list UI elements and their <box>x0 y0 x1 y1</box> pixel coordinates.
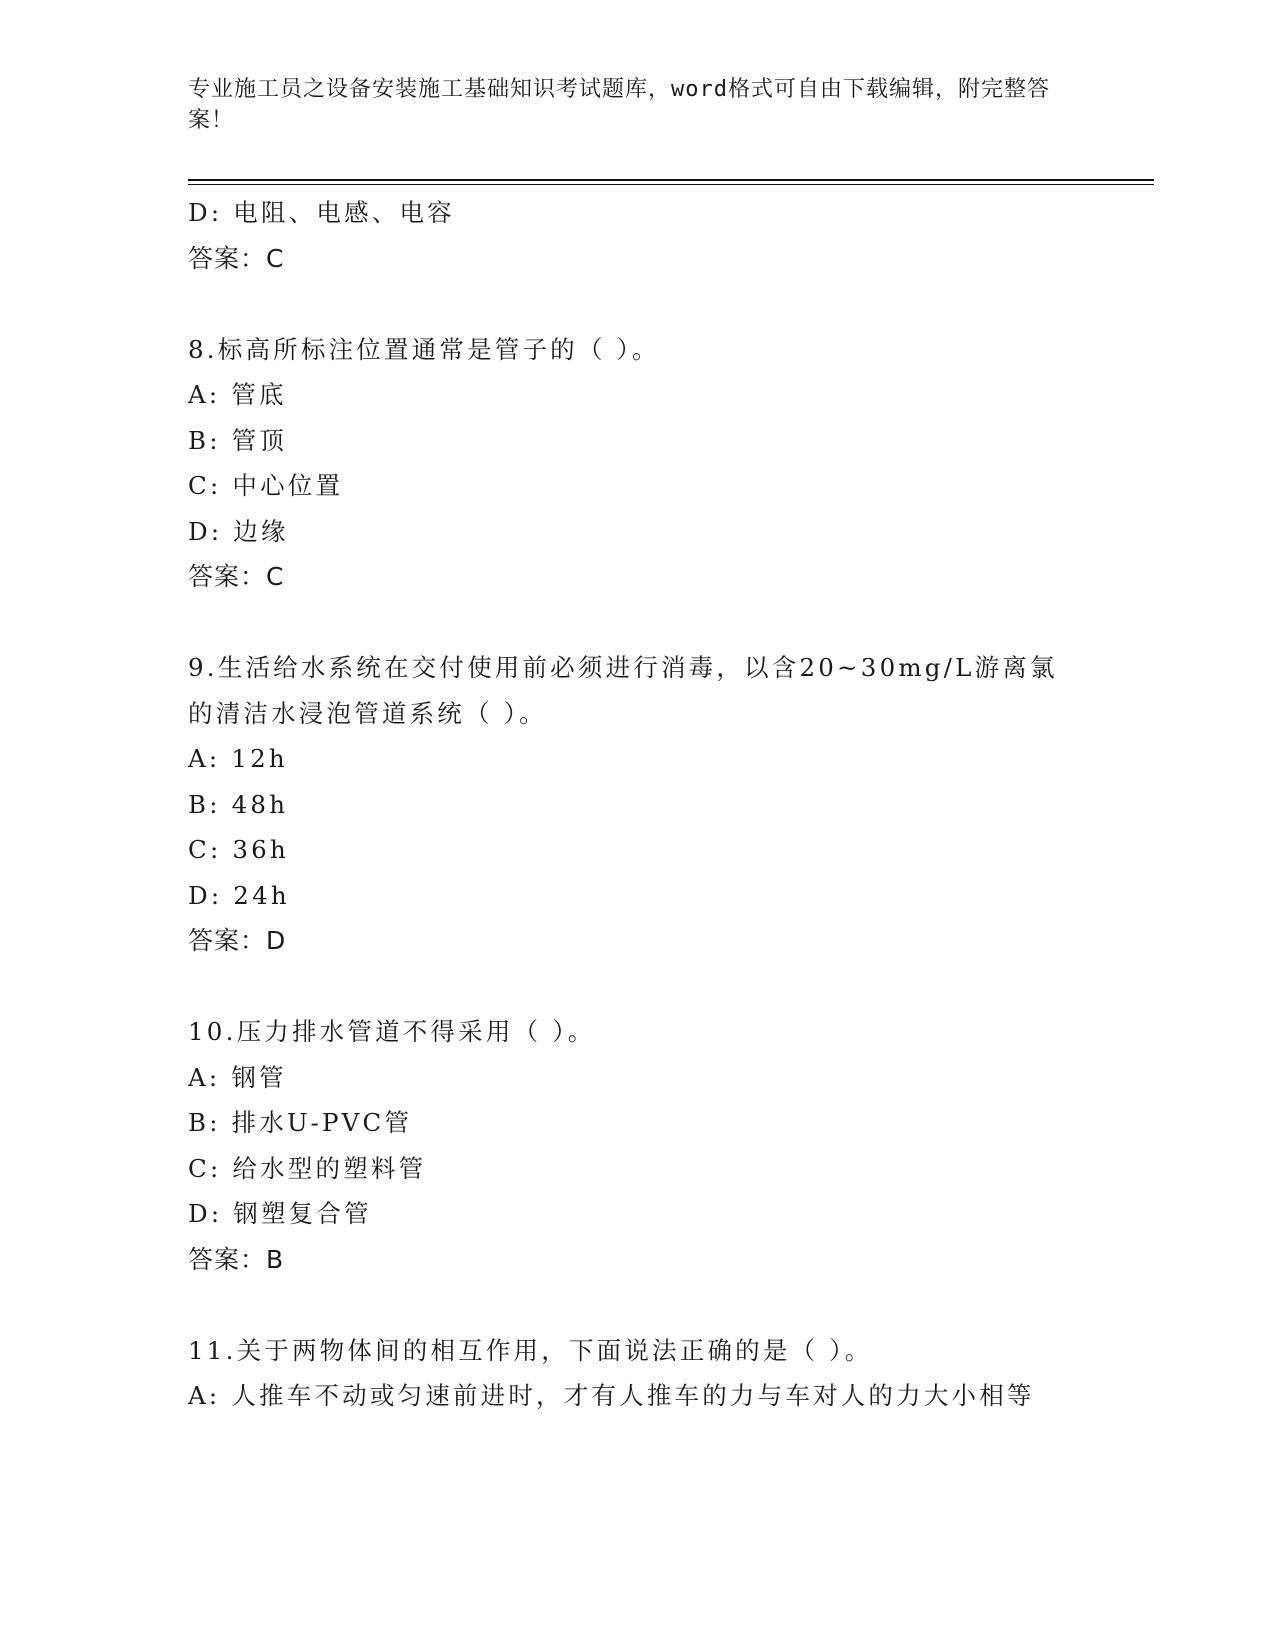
answer-line: 答案：B <box>188 1244 285 1274</box>
option-d: D: 24h <box>188 880 290 910</box>
option-c: C: 36h <box>188 835 289 864</box>
option-b: B: 管顶 <box>188 425 288 455</box>
option-b: B: 48h <box>188 789 289 819</box>
option-c: C: 给水型的塑料管 <box>188 1153 427 1183</box>
option-c: C: 中心位置 <box>188 471 344 500</box>
question-9 <box>188 645 1108 964</box>
spacer <box>188 964 1108 1010</box>
question-11 <box>188 1328 1108 1419</box>
answer-line: 答案：C <box>188 562 285 591</box>
question-8 <box>188 327 1108 600</box>
question-10 <box>188 1009 1108 1282</box>
option-d: D: 边缘 <box>188 516 289 546</box>
question-stem: 11.关于两物体间的相互作用，下面说法正确的是（ ）。 <box>188 1335 873 1365</box>
answer-line: 答案：C <box>188 243 285 273</box>
spacer <box>188 1282 1108 1328</box>
option-a: A: 钢管 <box>188 1062 287 1092</box>
page-header: 专业施工员之设备安装施工基础知识考试题库，word格式可自由下载编辑，附完整答案！ <box>188 77 1050 133</box>
option-b: B: 排水U-PVC管 <box>188 1108 413 1137</box>
option-a: A: 人推车不动或匀速前进时，才有人推车的力与车对人的力大小相等 <box>188 1381 1035 1410</box>
option-a: A: 12h <box>188 744 288 773</box>
spacer <box>188 281 1108 327</box>
question-stem-continued: 的清洁水浸泡管道系统（ ）。 <box>188 698 547 728</box>
header-divider <box>188 179 1154 181</box>
question-list <box>188 190 1108 1419</box>
option-a: A: 管底 <box>188 380 287 409</box>
spacer <box>188 600 1108 646</box>
question-stem: 10.压力排水管道不得采用（ ）。 <box>188 1017 596 1046</box>
option-d: D: 钢塑复合管 <box>188 1199 372 1228</box>
answer-line: 答案：D <box>188 926 287 955</box>
question-7 <box>188 190 1108 281</box>
option-d: D: 电阻、电感、电容 <box>188 198 455 227</box>
header-divider-thin <box>188 184 1154 185</box>
question-stem: 9.生活给水系统在交付使用前必须进行消毒，以含20~30mg/L游离氯 <box>188 653 1058 682</box>
question-stem: 8.标高所标注位置通常是管子的（ ）。 <box>188 334 660 364</box>
